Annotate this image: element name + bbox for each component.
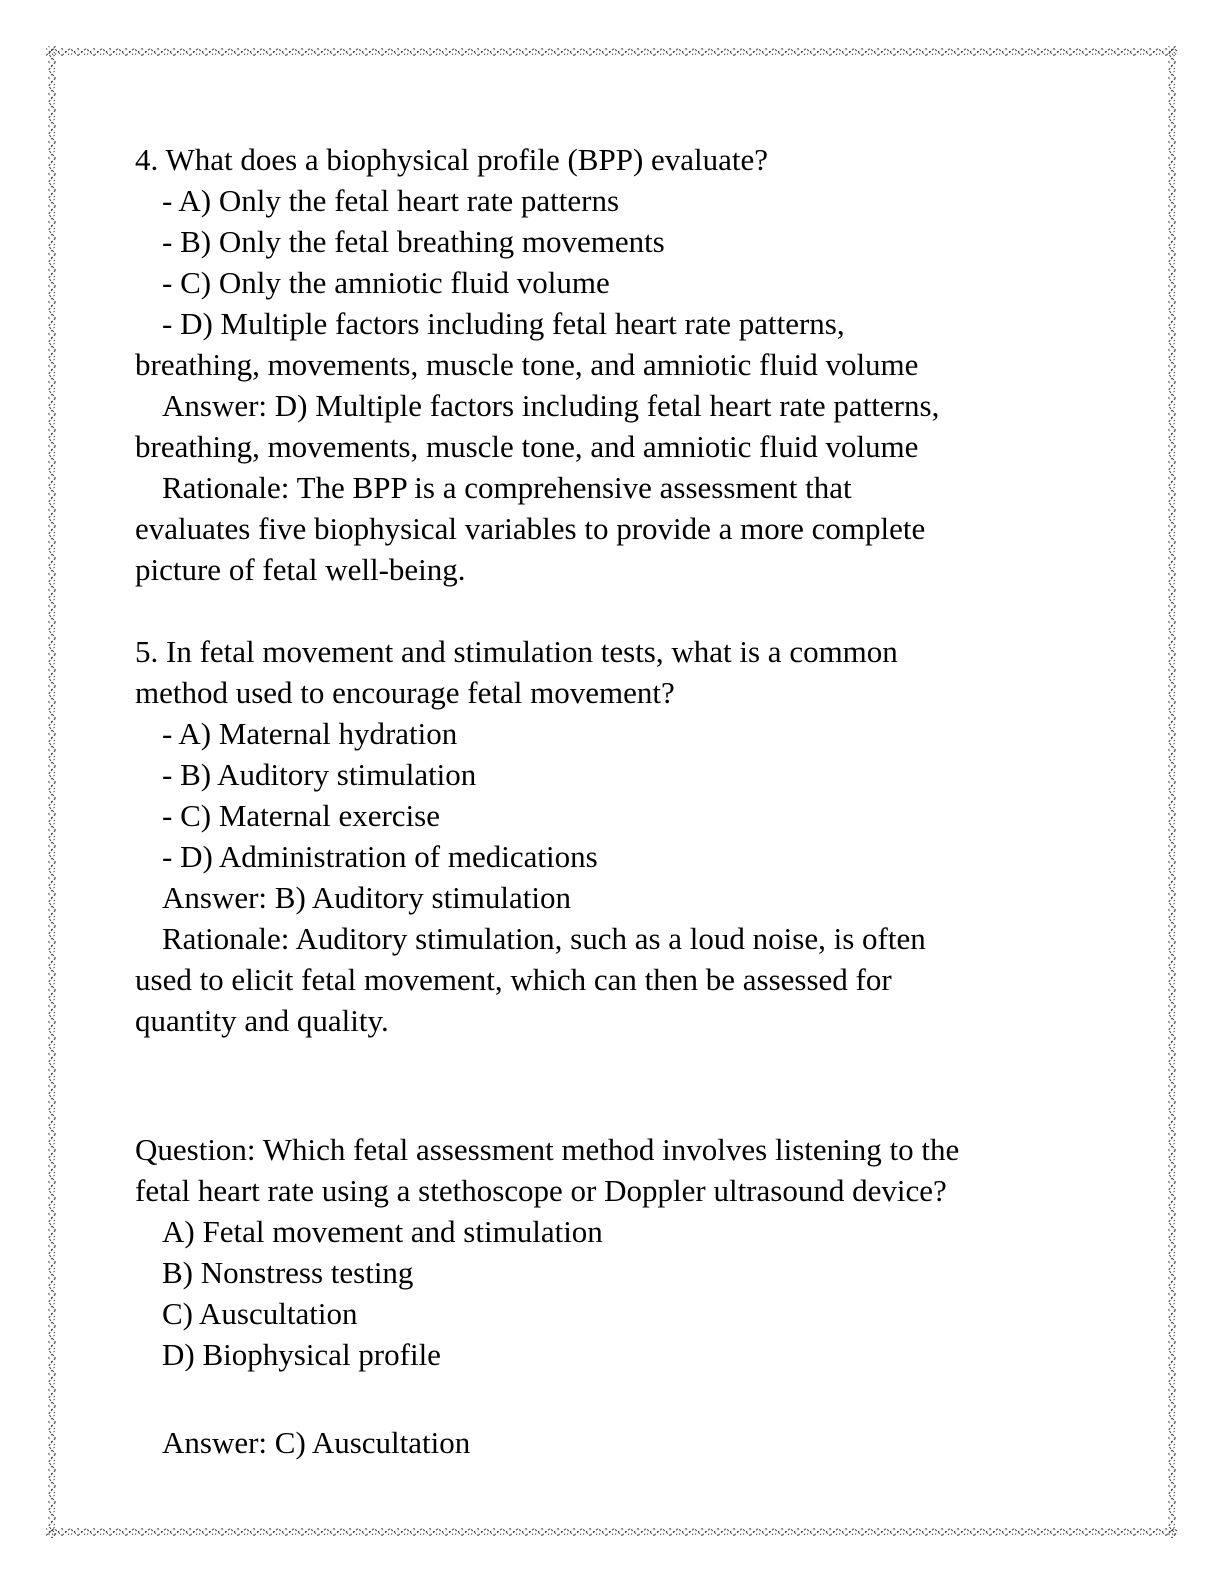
answer-continuation: breathing, movements, muscle tone, and amniotic fluid volume: [135, 429, 919, 464]
question-text: 4. What does a biophysical profile (BPP) evaluate?: [135, 142, 769, 177]
zigzag-border-bottom-icon: [46, 1526, 1178, 1538]
zigzag-border-left-icon: [46, 46, 58, 1538]
answer-option-d: - D) Administration of medications: [162, 839, 598, 874]
answer-line: Answer: D) Multiple factors including fetal heart rate patterns,: [162, 388, 940, 423]
answer-option-a: - A) Maternal hydration: [162, 716, 458, 751]
option-d-continuation: breathing, movements, muscle tone, and amniotic fluid volume: [135, 347, 919, 382]
question-continuation: method used to encourage fetal movement?: [135, 675, 675, 710]
answer-line: Answer: B) Auditory stimulation: [162, 880, 572, 915]
answer-option-a: - A) Only the fetal heart rate patterns: [162, 183, 620, 218]
answer-option-c: - C) Only the amniotic fluid volume: [162, 265, 610, 300]
answer-option-c: - C) Maternal exercise: [162, 798, 441, 833]
answer-option-a: A) Fetal movement and stimulation: [162, 1214, 603, 1249]
answer-option-d: D) Biophysical profile: [162, 1337, 441, 1372]
question-continuation: fetal heart rate using a stethoscope or Doppler ultrasound device?: [135, 1173, 947, 1208]
answer-option-b: - B) Only the fetal breathing movements: [162, 224, 665, 259]
question-block-5: [135, 631, 1120, 1041]
question-text: Question: Which fetal assessment method involves listening to the: [135, 1132, 960, 1167]
zigzag-border-right-icon: [1166, 46, 1178, 1538]
rationale-continuation: used to elicit fetal movement, which can then be assessed for: [135, 962, 892, 997]
zigzag-border-top-icon: [46, 46, 1178, 58]
quiz-document: [135, 139, 1120, 1463]
answer-option-b: B) Nonstress testing: [162, 1255, 414, 1290]
rationale-line: Rationale: The BPP is a comprehensive assessment that: [162, 470, 852, 505]
answer-option-b: - B) Auditory stimulation: [162, 757, 477, 792]
question-block-final: [135, 1129, 1120, 1375]
answer-line: Answer: C) Auscultation: [162, 1425, 471, 1460]
rationale-continuation: evaluates five biophysical variables to provide a more complete: [135, 511, 926, 546]
rationale-line: Rationale: Auditory stimulation, such as a loud noise, is often: [162, 921, 926, 956]
answer-option-c: C) Auscultation: [162, 1296, 358, 1331]
rationale-continuation: picture of fetal well-being.: [135, 552, 466, 587]
rationale-continuation: quantity and quality.: [135, 1003, 389, 1038]
final-answer-block: [135, 1422, 1120, 1463]
question-block-4: [135, 139, 1120, 590]
answer-option-d: - D) Multiple factors including fetal heart rate patterns,: [162, 306, 845, 341]
question-text: 5. In fetal movement and stimulation tests, what is a common: [135, 634, 898, 669]
